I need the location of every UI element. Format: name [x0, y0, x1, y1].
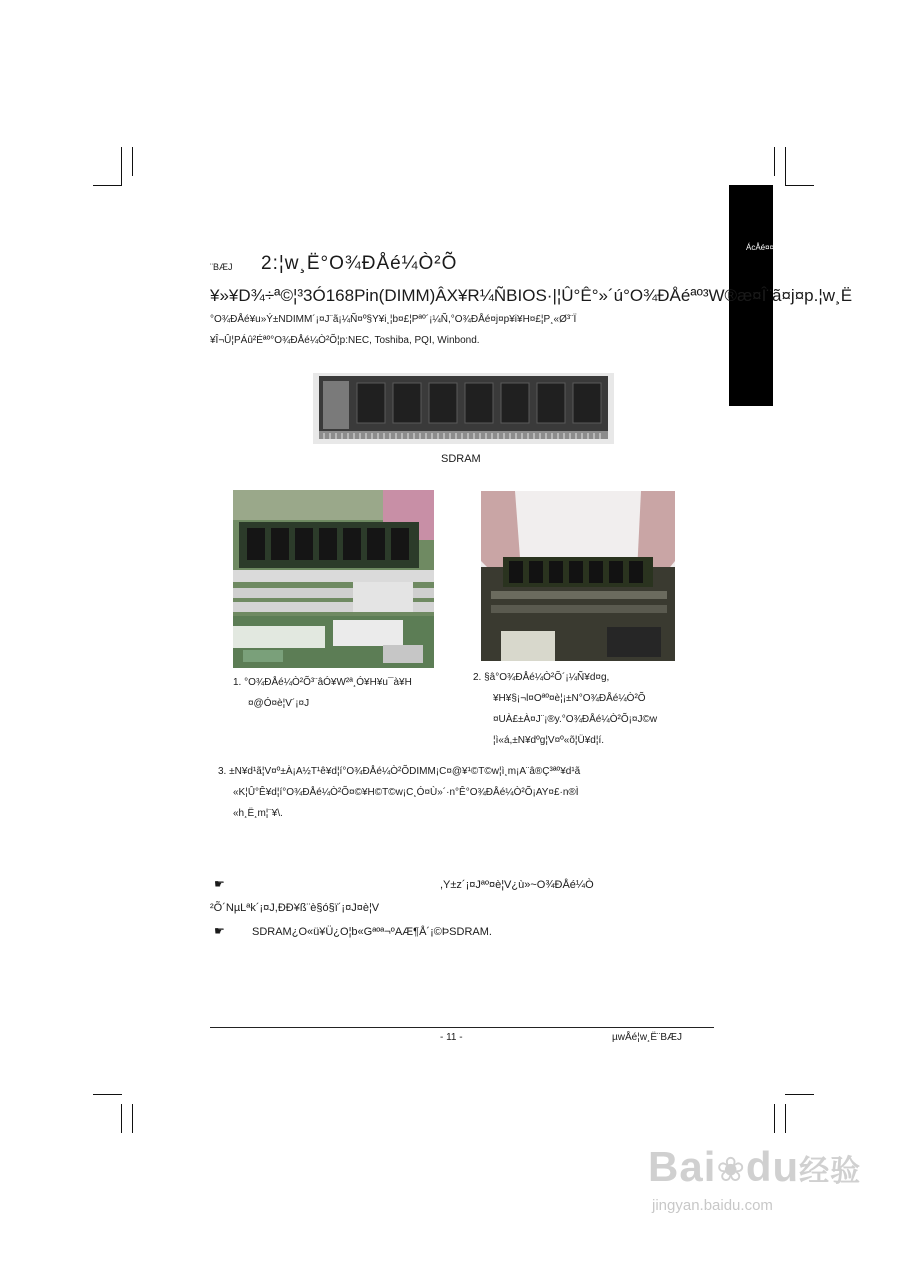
crop-mark	[785, 1104, 786, 1133]
step2-line: ¥H¥§¡¬l¤Oªº¤è¦¡±N°O¾ÐÅé¼Ò²Õ	[493, 693, 646, 704]
sdram-caption: SDRAM	[441, 453, 481, 465]
baidu-watermark: Bai❀du经验	[648, 1143, 862, 1190]
crop-mark	[785, 185, 814, 186]
step2-line: ¤UÀ£±À¤J¨¡®y.°O¾ÐÅé¼Ò²Õ¡¤J©w	[493, 714, 658, 725]
step1-line: 1. °O¾ÐÅé¼Ò²Õ³¨âÓ¥W²ª¸Ó¥H¥u¯à¥H	[233, 677, 412, 688]
crop-mark	[774, 1104, 775, 1133]
body-lead-line: ¥»¥D¾÷ª©¦³3Ó168Pin(DIMM)ÂX¥R¼ÑBIOS·|¦Û°Ê°»´ú°O¾ÐÅéªº³W®æ¤Î¨ã¤j¤p.¦w¸Ë	[210, 286, 853, 305]
watermark-url: jingyan.baidu.com	[652, 1197, 773, 1214]
note1-line: ,Y±z´¡¤Jªº¤è¦V¿ù»~O¾ÐÅé¼Ò	[440, 879, 594, 891]
note1-line: ²Õ´NµLªk´¡¤J,ÐÐ¥ß¨è§ó§ï´¡¤J¤è¦V	[210, 902, 380, 914]
page-number: - 11 -	[440, 1032, 463, 1043]
pointing-hand-icon: ☛	[214, 924, 225, 938]
page-title: 2:¦w¸Ë°O¾ÐÅé¼Ò²Õ	[261, 253, 458, 274]
crop-mark	[132, 147, 133, 176]
pointing-hand-icon: ☛	[214, 877, 225, 891]
body-line: °O¾ÐÅé¥u»Ý±NDIMM´¡¤J¨ã¡¼Ñ¤º§Y¥i¸¦b¤£¦Pªº´¡¼Ñ,°O¾ÐÅé¤j¤p¥i¥H¤£¦P¸«Ø³¨Ï	[210, 314, 577, 325]
step-prefix: ¨BÆJ	[210, 262, 233, 272]
crop-mark	[774, 147, 775, 176]
crop-mark	[785, 147, 786, 186]
step3-line: «K¦Û°Ê¥d¦í°O¾ÐÅé¼Ò²Õ¤©¥H©T©w¡C¸Ó¤Ù»´·n°Ê°O¾ÐÅé¼Ò²Õ¡AY¤£·n®Ì	[233, 787, 579, 798]
paw-icon: ❀	[716, 1151, 746, 1189]
step3-line: «h¸Ë¸m¦¨¥\.	[233, 808, 283, 819]
step2-line: 2. §â°O¾ÐÅé¼Ò²Õ´¡¼Ñ¥d¤g,	[473, 672, 610, 683]
body-line: ¥Î¬Û¦PÁû²Éªº°O¾ÐÅé¼Ò²Õ¦p:NEC, Toshiba, PQI, Winbond.	[210, 335, 480, 346]
dimm-slot-photo	[233, 490, 434, 668]
crop-mark	[121, 147, 122, 186]
crop-mark	[93, 1094, 122, 1095]
step1-line: ¤@Ó¤è¦V´¡¤J	[248, 698, 310, 709]
chapter-side-tab-label: ÁcÅé¤¤	[746, 243, 775, 252]
step2-line: ¦ì«á,±N¥dºg¦V¤º«õ¦Ü¥d¦í.	[493, 735, 605, 746]
crop-mark	[121, 1104, 122, 1133]
step3-line: 3. ±N¥d¹ã¦V¤º±À¡A½T¹ê¥d¦í°O¾ÐÅé¼Ò²ÕDIMM¡C¤@¥¹©T©w¦ì¸m¡A¨â®Ç³ªº¥d¹ã	[218, 766, 581, 777]
module-insert-photo	[481, 491, 675, 661]
footer-rule	[210, 1027, 714, 1028]
crop-mark	[93, 185, 122, 186]
crop-mark	[132, 1104, 133, 1133]
footer-chapter-label: µwÅé¦w¸Ë¨BÆJ	[612, 1032, 683, 1043]
note2-line: SDRAM¿O«ü¥Ü¿O¦b«Gªºª¬ºAÆ¶Å´¡©ÞSDRAM.	[252, 926, 492, 938]
crop-mark	[785, 1094, 814, 1095]
sdram-module-photo	[313, 373, 614, 444]
